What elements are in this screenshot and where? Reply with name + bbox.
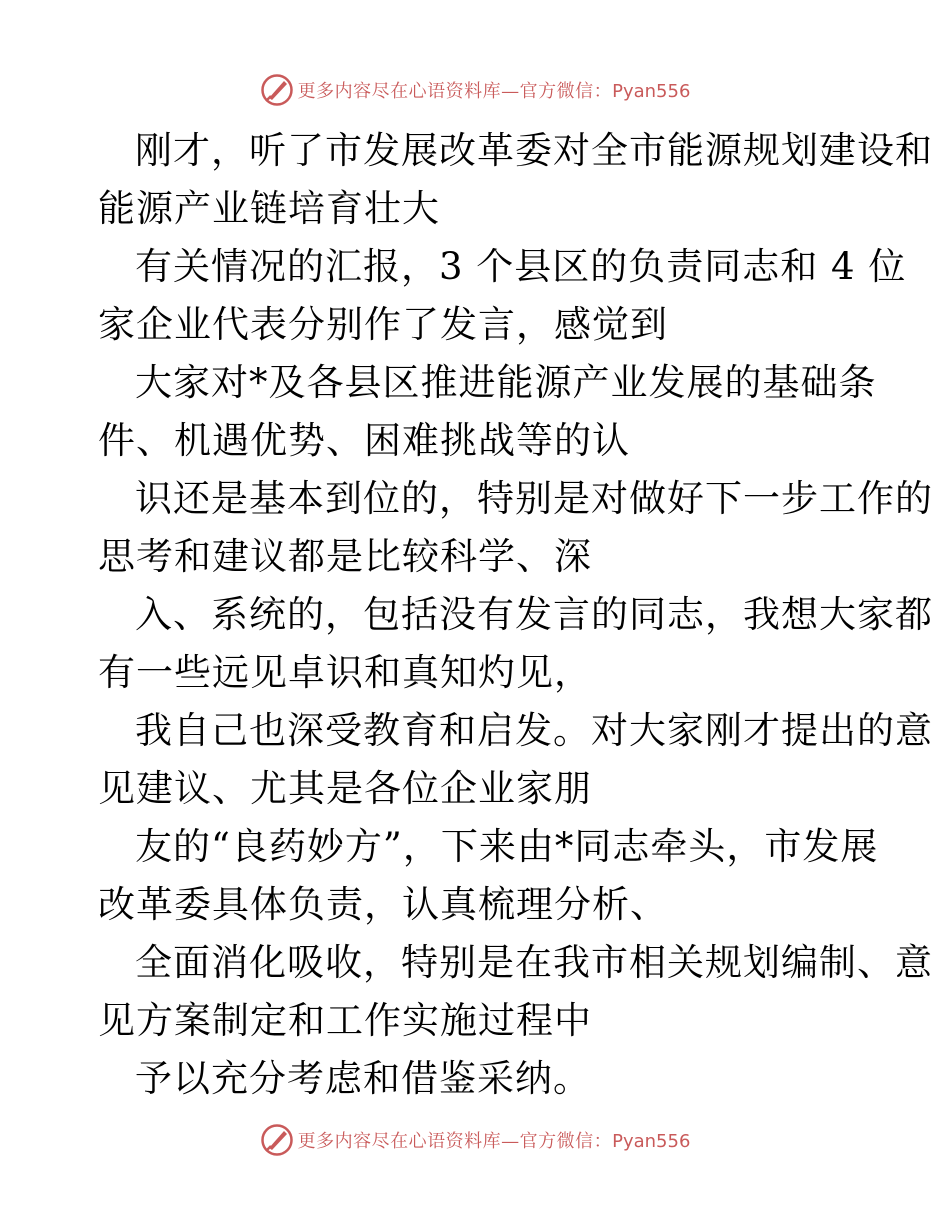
paragraph [98,470,933,586]
text-line: 家企业代表分别作了发言，感觉到 [98,303,668,346]
paragraph [98,586,933,702]
quill-logo-icon [260,73,294,107]
watermark-text: 更多内容尽在心语资料库—官方微信：Pyan556 [297,1131,691,1152]
text-line: 见方案制定和工作实施过程中 [98,999,592,1042]
watermark-banner-bottom [0,1120,950,1160]
text-line: 入、系统的，包括没有发言的同志，我想大家都 [135,593,933,636]
text-line: 识还是基本到位的，特别是对做好下一步工作的 [135,477,933,520]
text-line: 件、机遇优势、困难挑战等的认 [98,419,630,462]
paragraph [98,702,933,818]
watermark-text: 更多内容尽在心语资料库—官方微信：Pyan556 [297,81,691,102]
paragraph [98,1050,858,1108]
paragraph [98,354,877,470]
paragraph [98,934,933,1050]
text-line: 改革委具体负责，认真梳理分析、 [98,883,668,926]
text-line: 思考和建议都是比较科学、深 [98,535,592,578]
text-line: 有一些远见卓识和真知灼见， [98,651,592,694]
text-line: 有关情况的汇报，3 个县区的负责同志和 4 位 [135,245,907,288]
watermark-banner-top [0,70,950,110]
text-line: 友的“良药妙方”，下来由*同志牵头，市发展 [135,825,879,868]
text-line: 予以充分考虑和借鉴采纳。 [135,1057,591,1100]
quill-logo-icon [260,1123,294,1157]
text-line: 刚才，听了市发展改革委对全市能源规划建设和 [135,129,933,172]
text-line: 全面消化吸收，特别是在我市相关规划编制、意 [135,941,933,984]
text-line: 大家对*及各县区推进能源产业发展的基础条 [135,361,877,404]
paragraph [98,818,879,934]
paragraph [98,238,907,354]
text-line: 见建议、尤其是各位企业家朋 [98,767,592,810]
document-body [98,122,933,1108]
text-line: 我自己也深受教育和启发。对大家刚才提出的意 [135,709,933,752]
paragraph [98,122,933,238]
text-line: 能源产业链培育壮大 [98,187,440,230]
